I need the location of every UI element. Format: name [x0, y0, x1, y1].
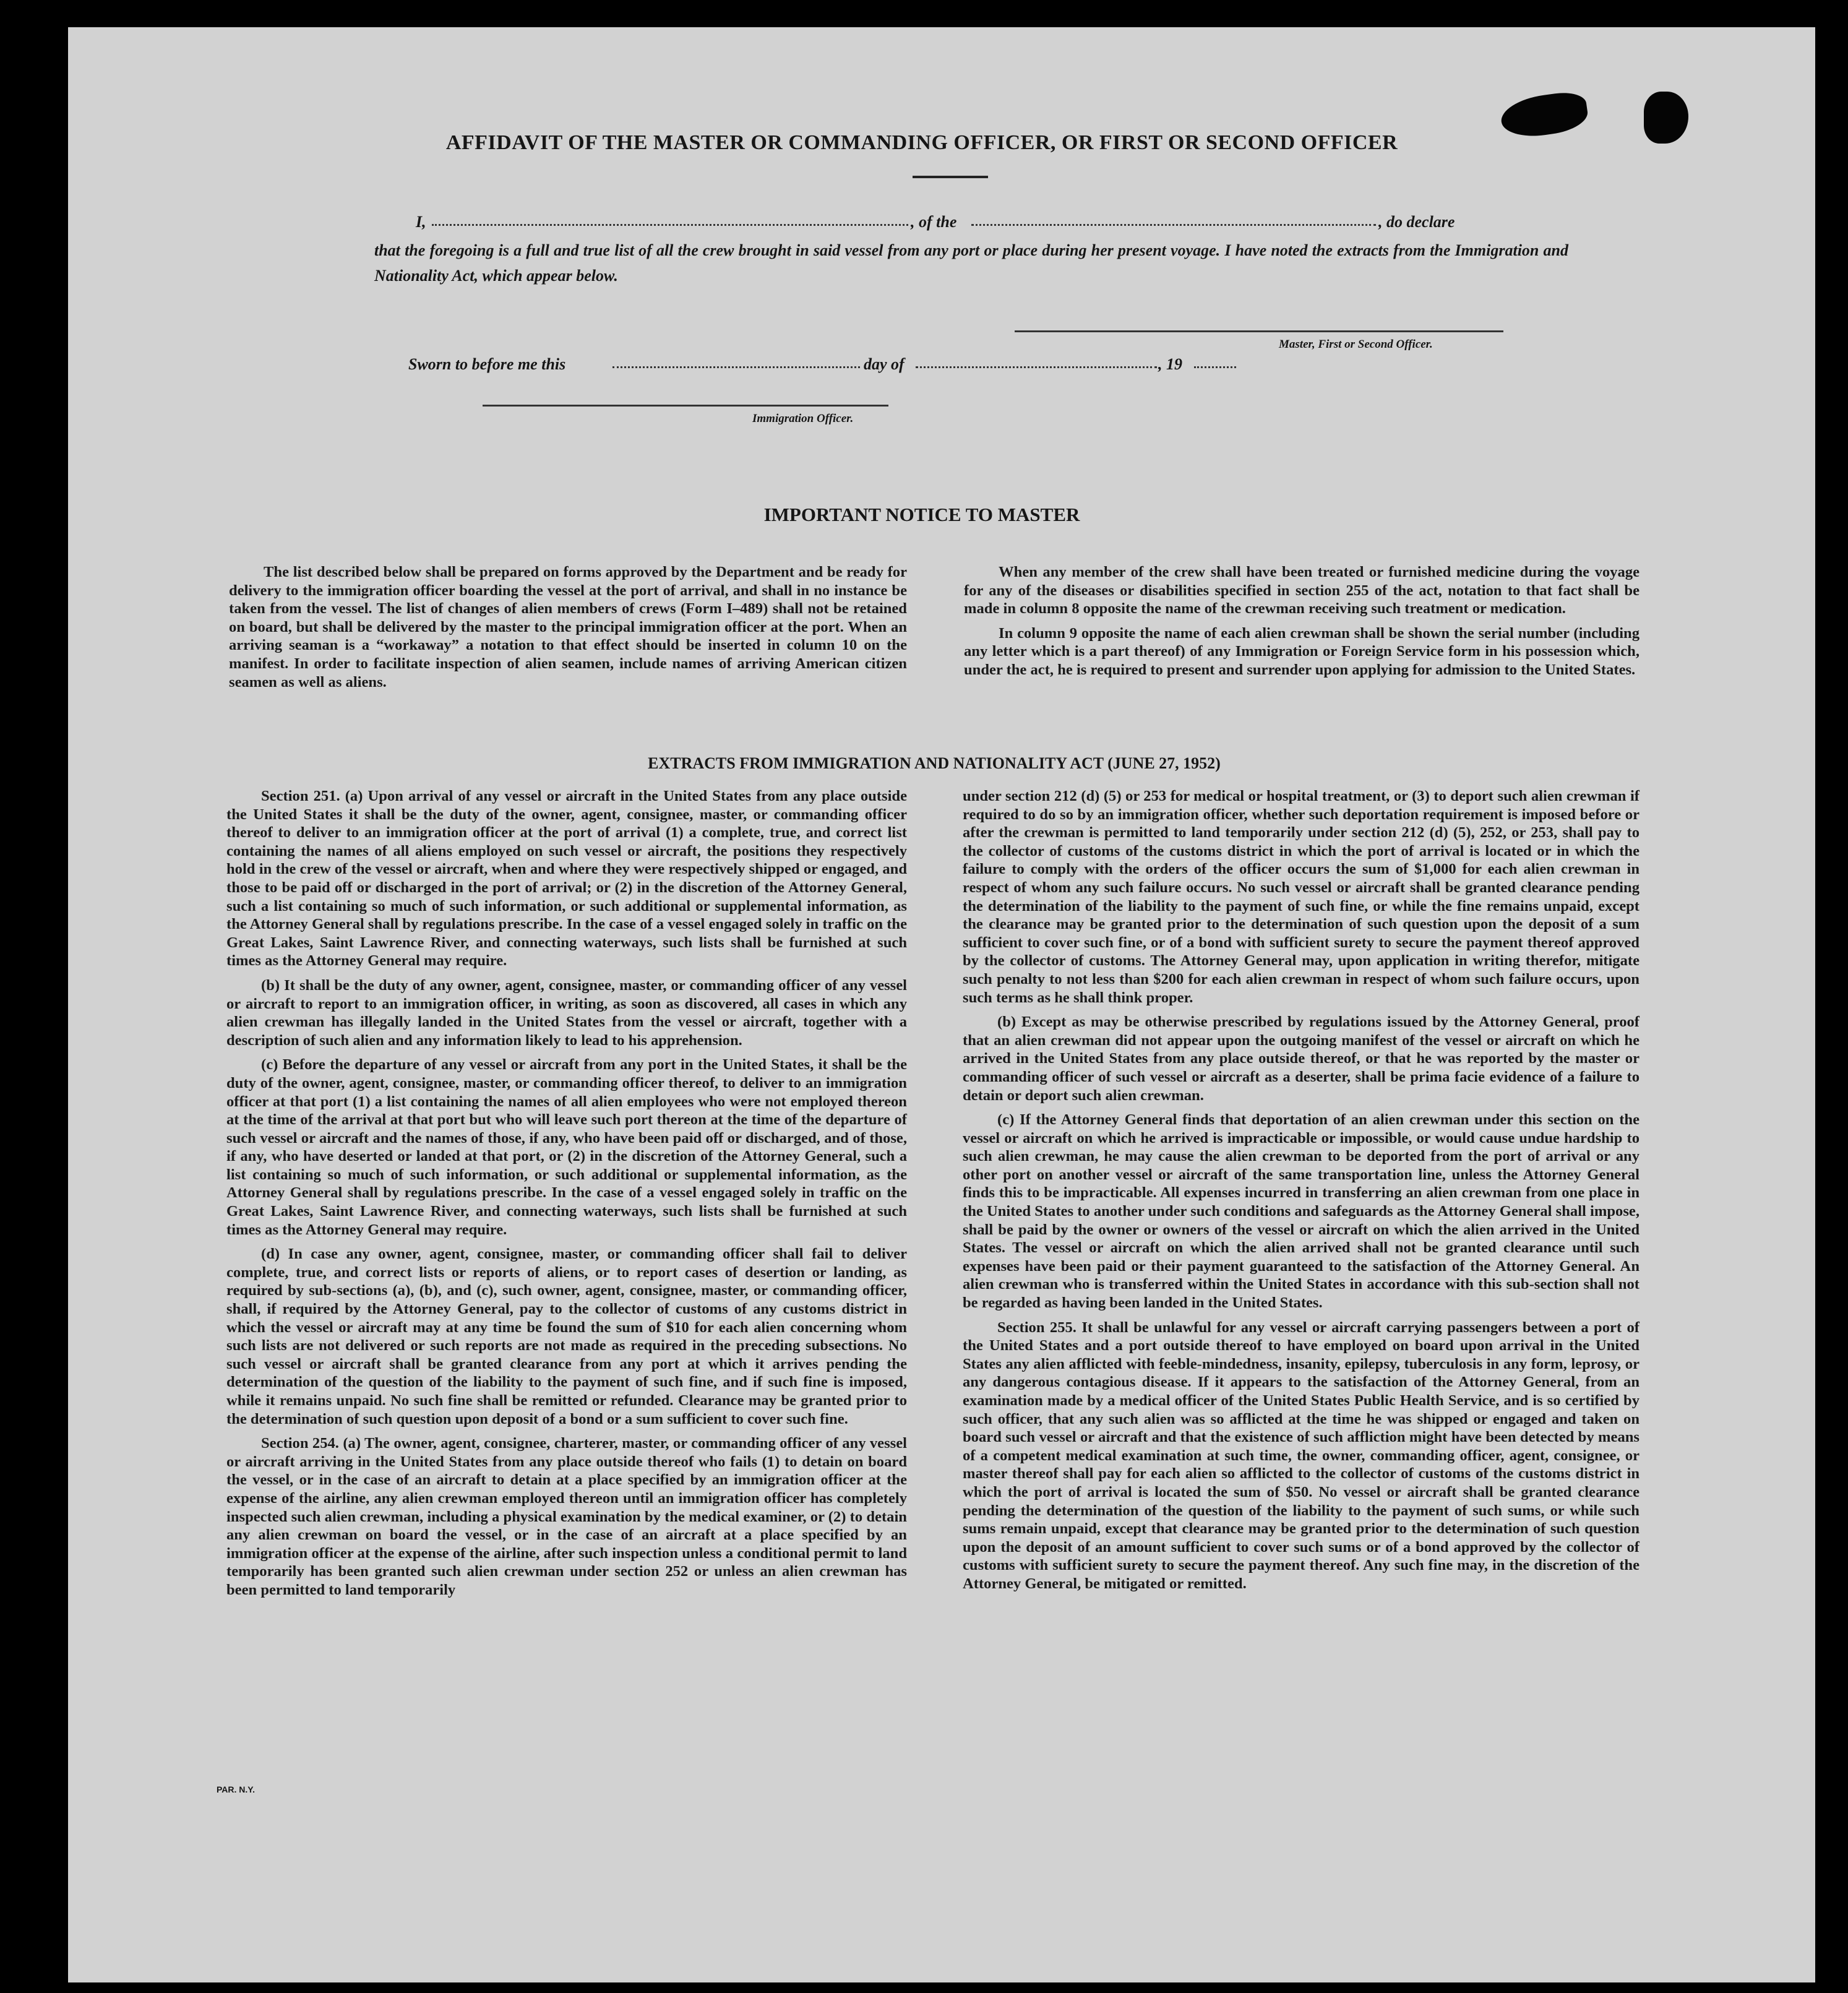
declare-label: , do declare — [1378, 213, 1455, 231]
of-the-label: , of the — [911, 213, 957, 231]
title-rule — [913, 176, 988, 178]
affidavit-statement: that the foregoing is a full and true list of all the crew brought in said vessel from any port or place during her present voyage. I have noted the extracts from the Immigration and Nationality Act, which appear below. — [374, 241, 1568, 285]
section-251b: (b) It shall be the duty of any owner, agent, consignee, master, or commanding officer of any vessel or aircraft to report to an immigration officer, in writing, as soon as discovered, all cases in which any alien crewman has illegally landed in the United States from the vessel or aircraft, together with a description of such alien and any information likely to lead to his apprehension. — [226, 976, 907, 1049]
year-label: , 19 — [1158, 355, 1182, 373]
notice-paragraph: When any member of the crew shall have been treated or furnished medicine during the voyage for any of the diseases or disabilities specified in section 255 of the act, notation to that fact shall be made in column 8 opposite the name of the crewman receiving such treatment or medication. — [964, 564, 1640, 618]
sworn-month-field[interactable] — [916, 366, 1157, 368]
officer-signature-line[interactable] — [483, 405, 888, 407]
section-251d: (d) In case any owner, agent, consignee, master, or commanding officer shall fail to deliver complete, true, and correct lists or reports of aliens, or to report cases of desertion or landing, as required by sub-sections (a), (b), and (c), such owner, agent, consignee, master, or commanding officer, shall, if required by the Attorney General, pay to the collector of customs of any customs district in which the vessel or aircraft may at any time be found the sum of $10 for each alien concerning whom such lists are not delivered or such reports are not made as required in the preceding subsections. No such vessel or aircraft shall be granted clearance from any port at which it arrives pending the determination of the question of the liability to the payment of such fine, and if such fine is imposed, while it remains unpaid. No such fine shall be remitted or refunded. Clearance may be granted prior to the determination of such question upon deposit of a bond or a sum sufficient to cover such fine. — [226, 1246, 907, 1427]
day-of-label: day of — [864, 355, 905, 373]
extracts-right-column — [963, 787, 1640, 1599]
notice-heading: IMPORTANT NOTICE TO MASTER — [763, 504, 1080, 525]
section-251a: Section 251. (a) Upon arrival of any vessel or aircraft in the United States from any place outside the United States it shall be the duty of the owner, agent, consignee, master, or commanding officer thereof to deliver to an immigration officer at the port of arrival (1) a complete, true, and correct list containing the names of all aliens employed on such vessel or aircraft, the positions they respectively hold in the crew of the vessel or aircraft, when and where they were respectively shipped or engaged, and those to be paid off or discharged in the port of arrival; or (2) in the discretion of the Attorney General, such a list containing so much of such information, or such additional or supplemental information, as the Attorney General shall by regulations prescribe. In the case of a vessel engaged solely in traffic on the Great Lakes, Saint Lawrence River, and connecting waterways, such lists shall be furnished at such times as the Attorney General may require. — [226, 788, 907, 970]
officer-signature-label: Immigration Officer. — [752, 412, 854, 425]
document-page — [68, 27, 1815, 1982]
affidavit-title: AFFIDAVIT OF THE MASTER OR COMMANDING OFFICER, OR FIRST OR SECOND OFFICER — [445, 131, 1398, 154]
section-254c: (c) If the Attorney General finds that deportation of an alien crewman under this section on the vessel or aircraft on which he arrived is impracticable or impossible, or would cause undue hardship to such alien crewman, he may cause the alien crewman to be deported from the port of arrival or any other port on another vessel or aircraft of the same transportation line, unless the Attorney General finds this to be impracticable. All expenses incurred in transferring an alien crewman from one place in the United States to another under such conditions and safeguards as the Attorney General shall impose, shall be paid by the owner or owners of the vessel or aircraft on which the alien arrived in the United States. The vessel or aircraft on which the alien arrived shall not be granted clearance until such expenses have been paid or their payment guaranteed to the satisfaction of the Attorney General. An alien crewman who is transferred within the United States in accordance with this sub-section shall not be regarded as having been landed in the United States. — [963, 1111, 1640, 1312]
notice-left-column — [229, 563, 907, 697]
punch-hole — [1498, 90, 1590, 141]
printer-mark: PAR. N.Y. — [217, 1784, 255, 1794]
sworn-day-field[interactable] — [612, 366, 860, 368]
sworn-label: Sworn to before me this — [408, 355, 566, 373]
punch-hole — [1644, 92, 1688, 144]
extracts-left-column — [226, 787, 907, 1606]
master-signature-line[interactable] — [1015, 330, 1503, 332]
master-signature-label: Master, First or Second Officer. — [1279, 338, 1433, 351]
declarant-prefix: I, — [416, 213, 426, 231]
section-254a: Section 254. (a) The owner, agent, consignee, charterer, master, or commanding officer of any vessel or aircraft arriving in the United States from any place outside thereof who fails (1) to detain on board the vessel, or in the case of an aircraft to detain at a place specified by an immigration officer at the expense of the airline, any alien crewman employed thereon until an immigration officer has completely inspected such alien crewman, including a physical examination by the medical examiner, or (2) to detain any alien crewman on board the vessel, or in the case of an aircraft at a place specified by an immigration officer at the expense of the airline, after such inspection unless a conditional permit to land temporarily has been granted such alien crewman under section 252 or unless an alien crewman has been permitted to land temporarily — [226, 1435, 907, 1598]
section-254b: (b) Except as may be otherwise prescribed by regulations issued by the Attorney General, proof that an alien crewman did not appear upon the outgoing manifest of the vessel or aircraft on which he arrived in the United States from any place outside thereof, or that he was reported by the master or commanding officer of such vessel or aircraft as a deserter, shall be prima facie evidence of a failure to detain or deport such alien crewman. — [963, 1014, 1640, 1104]
declarant-name-field[interactable] — [432, 224, 908, 226]
notice-paragraph: The list described below shall be prepared on forms approved by the Department and be ready for delivery to the immigration officer boarding the vessel at the port of arrival, and shall in no instance be taken from the vessel. The list of changes of alien members of crews (Form I–489) shall not be retained on board, but shall be delivered by the master to the principal immigration officer at the port. When an arriving seaman is a “workaway” a notation to that effect should be inserted in column 10 on the manifest. In order to facilitate inspection of alien seamen, include names of arriving American citizen seamen as well as aliens. — [229, 564, 907, 691]
section-251c: (c) Before the departure of any vessel or aircraft from any port in the United States, it shall be the duty of the owner, agent, consignee, master, or commanding officer thereof, to deliver to an immigration officer at that port (1) a list containing the names of all alien employees who were not employed thereon at the time of the arrival at that port but who will leave such port thereon at the time of the departure of such vessel or aircraft and the names of those, if any, who have been paid off or discharged, and of those, if any, who have deserted or landed at that port, or (2) in the discretion of the Attorney General, such a list containing so much of such information, or such additional or supplemental information, as the Attorney General shall by regulations prescribe. In the case of a vessel engaged solely in traffic on the Great Lakes, Saint Lawrence River, and connecting waterways, such lists shall be furnished at such times as the Attorney General may require. — [226, 1056, 907, 1238]
sworn-year-field[interactable] — [1194, 366, 1236, 368]
notice-right-column — [964, 563, 1640, 686]
vessel-name-field[interactable] — [971, 224, 1376, 226]
section-254a-continued: under section 212 (d) (5) or 253 for medical or hospital treatment, or (3) to deport such alien crewman if required to do so by an immigration officer, whether such deportation requirement is imposed before or after the crewman is permitted to land temporarily under section 212 (d) (5), 252, or 253, shall pay to the collector of customs of the customs district in which the port of arrival is located or in which the failure to comply with the orders of the officer occurs the sum of $1,000 for each alien crewman in respect of whom any such failure occurs. No such vessel or aircraft shall be granted clearance pending the determination of the liability to the payment of such fine, or while the fine remains unpaid, except the clearance may be granted prior to the determination of such question upon the deposit of a sum sufficient to cover such fine, or of a bond with sufficient surety to secure the payment thereof approved by the collector of customs. The Attorney General may, upon application in writing therefor, mitigate such penalty to not less than $200 for each alien crewman in respect of whom such failure occurs, upon such terms as he shall think proper. — [963, 788, 1640, 1006]
extracts-heading: EXTRACTS FROM IMMIGRATION AND NATIONALITY ACT (JUNE 27, 1952) — [648, 754, 1221, 772]
notice-paragraph: In column 9 opposite the name of each alien crewman shall be shown the serial number (including any letter which is a part thereof) of any Immigration or Foreign Service form in his possession which, under the act, he is required to present and surrender upon applying for admission to the United States. — [964, 624, 1640, 678]
section-255: Section 255. It shall be unlawful for any vessel or aircraft carrying passengers between a port of the United States and a port outside thereof to have employed on board upon arrival in the United States any alien afflicted with feeble-mindedness, insanity, epilepsy, tuberculosis in any form, leprosy, or any dangerous contagious disease. If it appears to the satisfaction of the Attorney General, from an examination made by a medical officer of the United States Public Health Service, and is so certified by such officer, that any such alien was so afflicted at the time he was shipped or engaged and taken on board such vessel or aircraft and that the existence of such affliction might have been detected by means of a competent medical examination at such time, the owner, commanding officer, agent, consignee, or master thereof shall pay for each alien so afflicted to the collector of customs of the customs district in which the port of arrival is located the sum of $50. No vessel or aircraft shall be granted clearance pending the determination of the question of the liability to the payment of such sums, or while such sums remain unpaid, except that clearance may be granted prior to the determination of such question upon the deposit of an amount sufficient to cover such sums or of a bond approved by the collector of customs with sufficient surety to secure the payment thereof. Any such fine may, in the discretion of the Attorney General, be mitigated or remitted. — [963, 1319, 1640, 1592]
